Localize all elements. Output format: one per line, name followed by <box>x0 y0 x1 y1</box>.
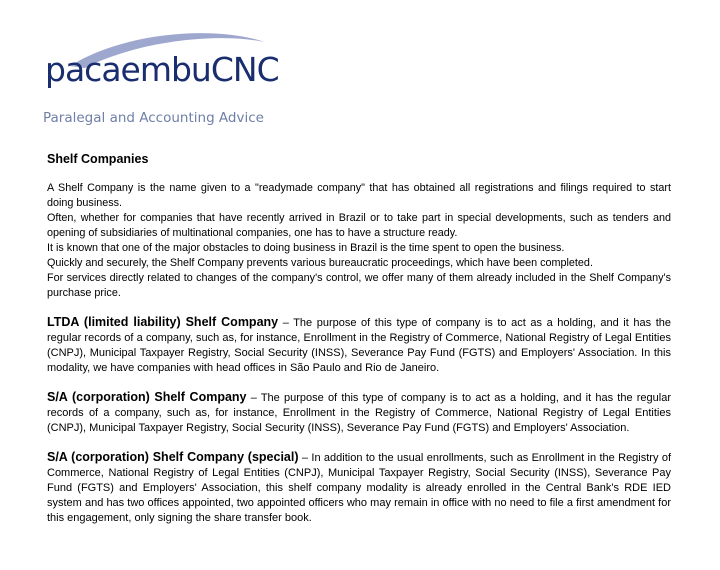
document-content <box>47 152 671 526</box>
section-ltda <box>47 315 671 376</box>
intro-text <box>47 181 671 301</box>
intro-paragraph: Often, whether for companies that have recently arrived in Brazil or to take part in special developments, such as tenders and opening of subsidiaries of multinational companies, one has to have a structure ready. <box>47 212 671 239</box>
logo-tagline: Paralegal and Accounting Advice <box>43 110 264 126</box>
logo-name: pacaembuCNC <box>45 50 279 89</box>
section-sa <box>47 390 671 436</box>
section-heading: S/A (corporation) Shelf Company <box>47 390 247 404</box>
intro-paragraph: It is known that one of the major obstacles to doing business in Brazil is the time spent to open the business. <box>47 242 565 254</box>
section-body: – The purpose of this type of company is to act as a holding, and it has the regular records of a company, such as, for instance, Enrollment in the Registry of Commerce, National Registry of Legal Entities (CNPJ), Municipal Taxpayer Registry, Social Security (INSS), Severance Pay Fund (FGTS) and Employers' Association. In this modality, we have companies with head offices in São Paulo and Rio de Janeiro. <box>47 317 671 374</box>
section-sa-special <box>47 450 671 526</box>
company-logo <box>40 24 280 134</box>
section-heading: LTDA (limited liability) Shelf Company <box>47 315 279 329</box>
section-body: – The purpose of this type of company is to act as a holding, and it has the regular records of a company, such as, for instance, Enrollment in the Registry of Commerce, National Registry of Legal Entities (CNPJ), Municipal Taxpayer Registry, Social Security (INSS), Severance Pay Fund (FGTS) and Employers' Association. <box>47 392 672 434</box>
intro-paragraph: A Shelf Company is the name given to a "readymade company" that has obtained all registrations and filings required to start doing business. <box>47 182 671 209</box>
page-title: Shelf Companies <box>47 152 149 166</box>
intro-paragraph: Quickly and securely, the Shelf Company prevents various bureaucratic proceedings, which have been completed. <box>47 257 593 269</box>
section-body: – In addition to the usual enrollments, such as Enrollment in the Registry of Commerce, National Registry of Legal Entities (CNPJ), Municipal Taxpayer Registry, Social Security (INSS), Severance Pay Fund (FGTS) and Employers' Association, this shelf company modality is already enrolled in the Central Bank's RDE IED system and has two offices appointed, two appointed officers who may remain in office with no need to file a first amendment for this engagement, only signing the share transfer book. <box>47 452 672 524</box>
intro-paragraph: For services directly related to changes of the company's control, we offer many of them already included in the Shelf Company's purchase price. <box>47 272 671 299</box>
section-heading: S/A (corporation) Shelf Company (special) <box>47 450 299 464</box>
